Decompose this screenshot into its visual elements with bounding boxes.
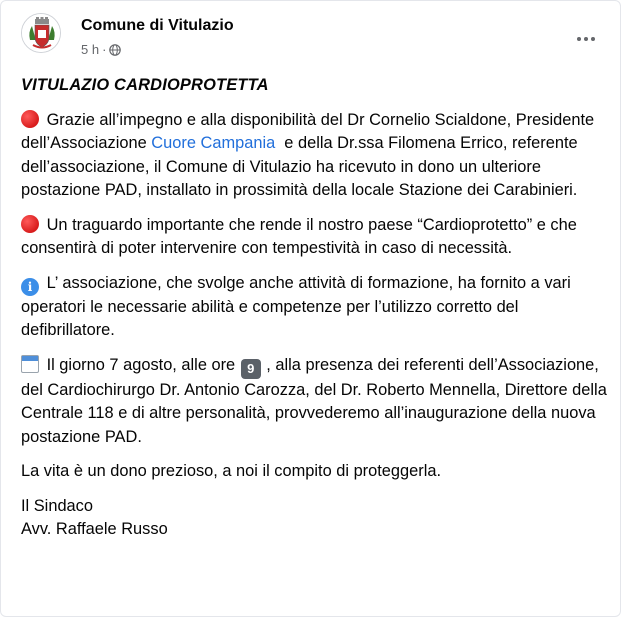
page-name[interactable]: Comune di Vitulazio	[81, 17, 234, 34]
post-meta	[81, 42, 121, 57]
paragraph-3-text: L’ associazione, che svolge anche attività di formazione, ha fornito a vari operatori le necessarie abilità e competenze per l’utilizzo corretto del defibrillatore.	[21, 273, 571, 339]
paragraph-2	[21, 214, 611, 261]
keycap-nine-icon: 9	[241, 359, 261, 379]
more-options-icon[interactable]	[568, 21, 604, 57]
signature-role: Il Sindaco	[21, 496, 93, 515]
post-body	[21, 74, 611, 542]
paragraph-5: La vita è un dono prezioso, a noi il compito di proteggerla.	[21, 462, 442, 480]
signature	[21, 495, 611, 542]
paragraph-1	[21, 109, 611, 203]
page-avatar[interactable]	[21, 13, 61, 53]
red-circle-icon	[21, 215, 39, 233]
paragraph-2-text: Un traguardo importante che rende il nostro paese “Cardioprotetto” e che consentirà di poter intervenire con tempestività in caso di necessità.	[21, 215, 577, 257]
signature-name: Avv. Raffaele Russo	[21, 520, 168, 538]
red-circle-icon	[21, 110, 39, 128]
coat-of-arms-logo	[22, 14, 61, 53]
globe-icon[interactable]	[109, 44, 121, 56]
post-header	[17, 11, 606, 61]
paragraph-1-text-start: Grazie all’impegno e alla disponibilità del Dr Cornelio Scialdone, Presidente dell’Associazione	[21, 110, 595, 152]
paragraph-3	[21, 272, 611, 343]
paragraph-4-text-start: Il giorno 7 agosto, alle ore	[46, 355, 240, 374]
post-time[interactable]: 5 h	[81, 42, 100, 57]
meta-separator: ·	[102, 42, 107, 57]
paragraph-4	[21, 354, 611, 450]
paragraph-1-text-end: e della Dr.ssa Filomena Errico, referente dell’associazione, il Comune di Vitulazio ha ricevuto in dono un ulteriore postazione PAD, installato in prossimità della locale Stazione dei Carabinieri.	[21, 134, 583, 199]
post-title: VITULAZIO CARDIOPROTETTA	[21, 76, 269, 94]
paragraph-4-text-end: , alla presenza dei referenti dell’Associazione, del Cardiochirurgo Dr. Antonio Carozza, del Dr. Roberto Mennella, Direttore della Centrale 118 e di altre personalità, provvederemo all’inaugurazione della nuova postazione PAD.	[21, 355, 607, 446]
cuore-campania-link[interactable]: Cuore Campania	[151, 134, 276, 152]
calendar-icon	[21, 355, 39, 373]
information-icon: i	[21, 278, 39, 296]
